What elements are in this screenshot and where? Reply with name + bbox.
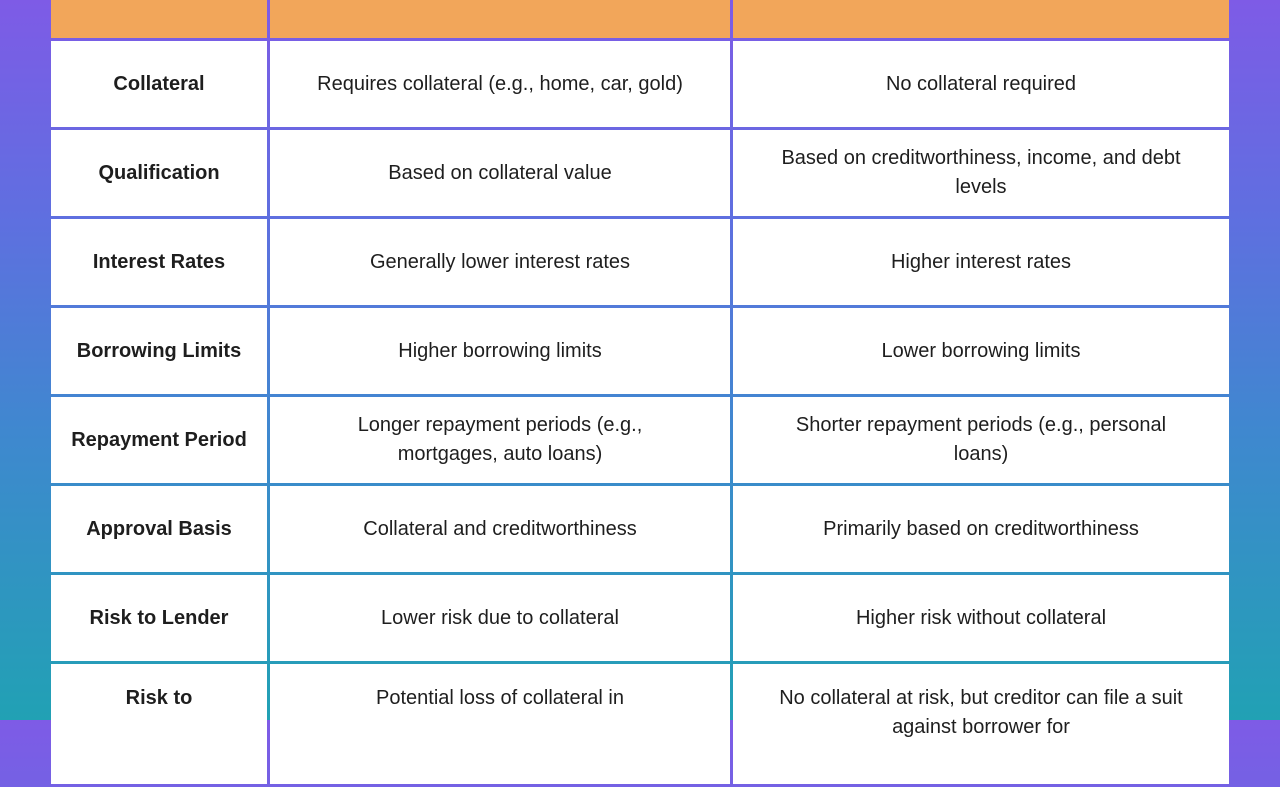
header-secured-loans <box>270 0 730 38</box>
aspect-cell: Interest Rates <box>51 219 267 305</box>
unsecured-cell: Based on creditworthiness, income, and debt levels <box>733 130 1229 216</box>
unsecured-cell: Higher risk without collateral <box>733 575 1229 661</box>
table-row <box>51 486 1229 572</box>
unsecured-cell: Lower borrowing limits <box>733 308 1229 394</box>
table-header-row <box>51 0 1229 38</box>
unsecured-cell: Higher interest rates <box>733 219 1229 305</box>
aspect-cell: Qualification <box>51 130 267 216</box>
secured-cell: Based on collateral value <box>270 130 730 216</box>
table-row <box>51 219 1229 305</box>
unsecured-cell: No collateral required <box>733 41 1229 127</box>
secured-cell: Generally lower interest rates <box>270 219 730 305</box>
aspect-cell: Collateral <box>51 41 267 127</box>
aspect-cell: Borrowing Limits <box>51 308 267 394</box>
secured-cell: Collateral and creditworthiness <box>270 486 730 572</box>
table-row <box>51 130 1229 216</box>
comparison-table <box>51 0 1229 787</box>
unsecured-cell: Primarily based on creditworthiness <box>733 486 1229 572</box>
header-key-aspects <box>51 0 267 38</box>
secured-cell: Longer repayment periods (e.g., mortgages, auto loans) <box>270 397 730 483</box>
table-row <box>51 308 1229 394</box>
secured-cell: Requires collateral (e.g., home, car, gold) <box>270 41 730 127</box>
table-row <box>51 664 1229 784</box>
aspect-cell: Repayment Period <box>51 397 267 483</box>
secured-cell: Lower risk due to collateral <box>270 575 730 661</box>
secured-cell: Higher borrowing limits <box>270 308 730 394</box>
header-unsecured-loans <box>733 0 1229 38</box>
aspect-cell: Risk to Lender <box>51 575 267 661</box>
table-row <box>51 575 1229 661</box>
table-row <box>51 41 1229 127</box>
aspect-cell: Risk to <box>51 664 267 784</box>
aspect-cell: Approval Basis <box>51 486 267 572</box>
table-row <box>51 397 1229 483</box>
secured-cell: Potential loss of collateral in <box>270 664 730 784</box>
unsecured-cell: Shorter repayment periods (e.g., personal loans) <box>733 397 1229 483</box>
unsecured-cell: No collateral at risk, but creditor can file a suit against borrower for <box>733 664 1229 784</box>
